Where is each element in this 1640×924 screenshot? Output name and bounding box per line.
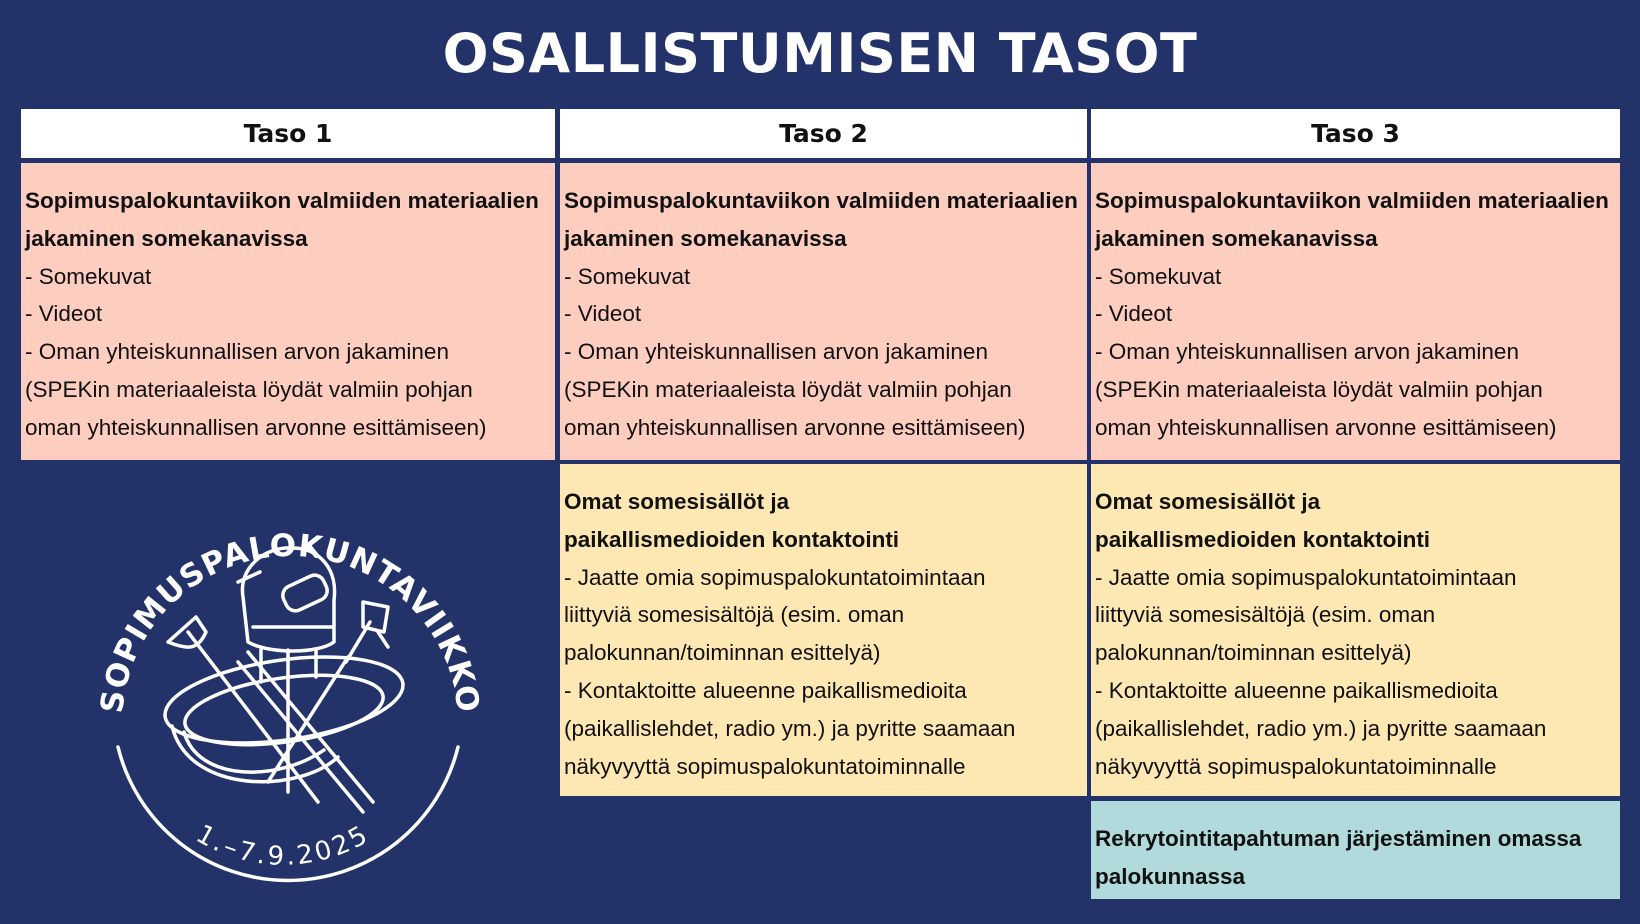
cell-line: liittyviä somesisältöjä (esim. oman xyxy=(1095,602,1436,628)
cell-line: - Videot xyxy=(25,301,103,327)
taso-3-material-sharing-cell xyxy=(1091,163,1620,460)
logo-arc-text: SOPIMUSPALOKUNTAVIIKKO xyxy=(94,527,486,716)
cell-line: - Kontaktoitte alueenne paikallismedioita xyxy=(1095,677,1498,703)
cell-line: - Jaatte omia sopimuspalokuntatoimintaan xyxy=(564,564,986,590)
heading-line: Sopimuspalokuntaviikon valmiiden materiaalien xyxy=(564,188,1078,213)
taso-3-own-content-cell xyxy=(1091,464,1620,796)
heading-line: paikallismedioiden kontaktointi xyxy=(1095,526,1431,552)
cell-line: oman yhteiskunnallisen arvonne esittämiseen) xyxy=(564,414,1026,440)
sopimuspalokuntaviikko-logo xyxy=(88,482,488,902)
cell-line: - Videot xyxy=(564,301,642,327)
cell-line: - Oman yhteiskunnallisen arvon jakaminen xyxy=(1095,339,1519,365)
cell-line: (SPEKin materiaaleista löydät valmiin pohjan xyxy=(1095,376,1543,402)
cell-line: - Oman yhteiskunnallisen arvon jakaminen xyxy=(564,339,988,365)
column-header-taso-1: Taso 1 xyxy=(21,109,555,158)
page-title: OSALLISTUMISEN TASOT xyxy=(442,22,1198,85)
heading-line: Rekrytointitapahtuman järjestäminen omassa xyxy=(1095,826,1582,851)
heading-line: Omat somesisällöt ja xyxy=(564,489,790,514)
cell-line: (paikallislehdet, radio ym.) ja pyritte saamaan xyxy=(564,715,1016,741)
heading-line: jakaminen somekanavissa xyxy=(564,225,847,251)
cell-line: palokunnan/toiminnan esittelyä) xyxy=(564,640,881,666)
cell-line: näkyvyyttä sopimuspalokuntatoiminnalle xyxy=(564,753,966,779)
cell-heading xyxy=(1095,483,1617,559)
cell-line: - Videot xyxy=(1095,301,1173,327)
logo-date: 1.–7.9.2025 xyxy=(190,819,376,872)
cell-line: - Somekuvat xyxy=(25,263,152,289)
cell-line: (paikallislehdet, radio ym.) ja pyritte saamaan xyxy=(1095,715,1547,741)
cell-line: näkyvyyttä sopimuspalokuntatoiminnalle xyxy=(1095,753,1497,779)
cell-line: - Somekuvat xyxy=(1095,263,1222,289)
taso-2-own-content-cell xyxy=(560,464,1087,796)
cell-heading xyxy=(564,483,1084,559)
heading-line: jakaminen somekanavissa xyxy=(25,225,308,251)
taso-2-material-sharing-cell xyxy=(560,163,1087,460)
heading-line: jakaminen somekanavissa xyxy=(1095,225,1378,251)
cell-line: liittyviä somesisältöjä (esim. oman xyxy=(564,602,905,628)
cell-heading xyxy=(1095,820,1617,896)
cell-line: palokunnan/toiminnan esittelyä) xyxy=(1095,640,1412,666)
cell-heading xyxy=(1095,182,1617,258)
heading-line: paikallismedioiden kontaktointi xyxy=(564,526,900,552)
heading-line: palokunnassa xyxy=(1095,863,1246,889)
heading-line: Sopimuspalokuntaviikon valmiiden materiaalien xyxy=(1095,188,1609,213)
cell-line: - Kontaktoitte alueenne paikallismedioita xyxy=(564,677,967,703)
hose-icon xyxy=(160,644,409,757)
cell-heading xyxy=(564,182,1084,258)
cell-line: - Oman yhteiskunnallisen arvon jakaminen xyxy=(25,339,449,365)
cell-line: oman yhteiskunnallisen arvonne esittämiseen) xyxy=(25,414,487,440)
taso-3-recruitment-cell xyxy=(1091,801,1620,899)
column-header-taso-3: Taso 3 xyxy=(1091,109,1620,158)
heading-line: Omat somesisällöt ja xyxy=(1095,489,1321,514)
column-header-taso-2: Taso 2 xyxy=(560,109,1087,158)
cell-heading xyxy=(25,182,552,258)
taso-1-material-sharing-cell xyxy=(21,163,555,460)
heading-line: Sopimuspalokuntaviikon valmiiden materiaalien xyxy=(25,188,539,213)
cell-line: (SPEKin materiaaleista löydät valmiin pohjan xyxy=(564,376,1012,402)
cell-line: - Somekuvat xyxy=(564,263,691,289)
cell-line: (SPEKin materiaaleista löydät valmiin pohjan xyxy=(25,376,473,402)
cell-line: - Jaatte omia sopimuspalokuntatoimintaan xyxy=(1095,564,1517,590)
cell-line: oman yhteiskunnallisen arvonne esittämiseen) xyxy=(1095,414,1557,440)
